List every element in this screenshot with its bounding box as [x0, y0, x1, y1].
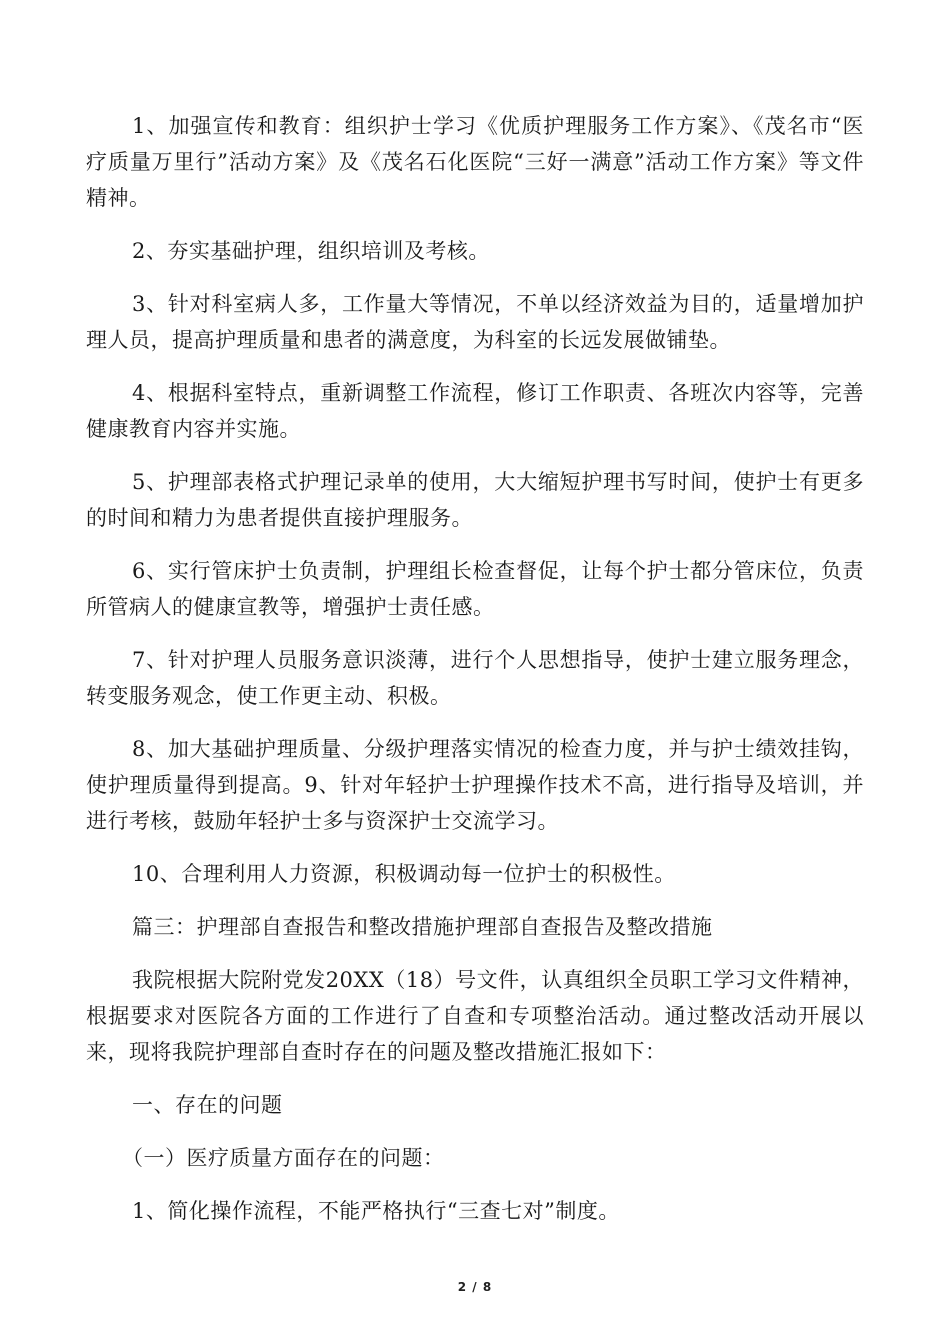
- paragraph-item-8-9: 8、加大基础护理质量、分级护理落实情况的检查力度，并与护士绩效挂钩，使护理质量得到提高。9、针对年轻护士护理操作技术不高，进行指导及培训，并进行考核，鼓励年轻护士多与资深护士交流学习。: [86, 737, 864, 833]
- paragraph-item-1: 1、加强宣传和教育：组织护士学习《优质护理服务工作方案》、《茂名市“医疗质量万里行”活动方案》及《茂名石化医院“三好一满意”活动工作方案》等文件精神。: [86, 114, 864, 210]
- intro-paragraph: 我院根据大院附党发20XX（18）号文件，认真组织全员职工学习文件精神，根据要求对医院各方面的工作进行了自查和专项整治活动。通过整改活动开展以来，现将我院护理部自查时存在的问题及整改措施汇报如下：: [86, 968, 864, 1064]
- paragraph-item-7: 7、针对护理人员服务意识淡薄，进行个人思想指导，使护士建立服务理念，转变服务观念，使工作更主动、积极。: [86, 648, 864, 708]
- paragraph-item-3: 3、针对科室病人多，工作量大等情况，不单以经济效益为目的，适量增加护理人员，提高护理质量和患者的满意度，为科室的长远发展做铺垫。: [86, 292, 864, 352]
- heading-existing-problems: 一、存在的问题: [132, 1093, 283, 1117]
- paragraph-item-5: 5、护理部表格式护理记录单的使用，大大缩短护理书写时间，使护士有更多的时间和精力为患者提供直接护理服务。: [86, 470, 864, 530]
- paragraph-item-2: 2、夯实基础护理，组织培训及考核。: [132, 239, 490, 263]
- paragraph-item-6: 6、实行管床护士负责制，护理组长检查督促，让每个护士都分管床位，负责所管病人的健康宣教等，增强护士责任感。: [86, 559, 864, 619]
- paragraph-item-10: 10、合理利用人力资源，积极调动每一位护士的积极性。: [132, 862, 676, 886]
- document-body: [86, 108, 864, 1246]
- section-heading-part-three: 篇三：护理部自查报告和整改措施护理部自查报告及整改措施: [132, 915, 713, 939]
- subheading-medical-quality: （一）医疗质量方面存在的问题：: [122, 1146, 445, 1170]
- page-number: 2 / 8: [457, 1280, 493, 1294]
- problem-item-1: 1、简化操作流程，不能严格执行“三查七对”制度。: [132, 1199, 620, 1223]
- paragraph-item-4: 4、根据科室特点，重新调整工作流程，修订工作职责、各班次内容等，完善健康教育内容并实施。: [86, 381, 864, 441]
